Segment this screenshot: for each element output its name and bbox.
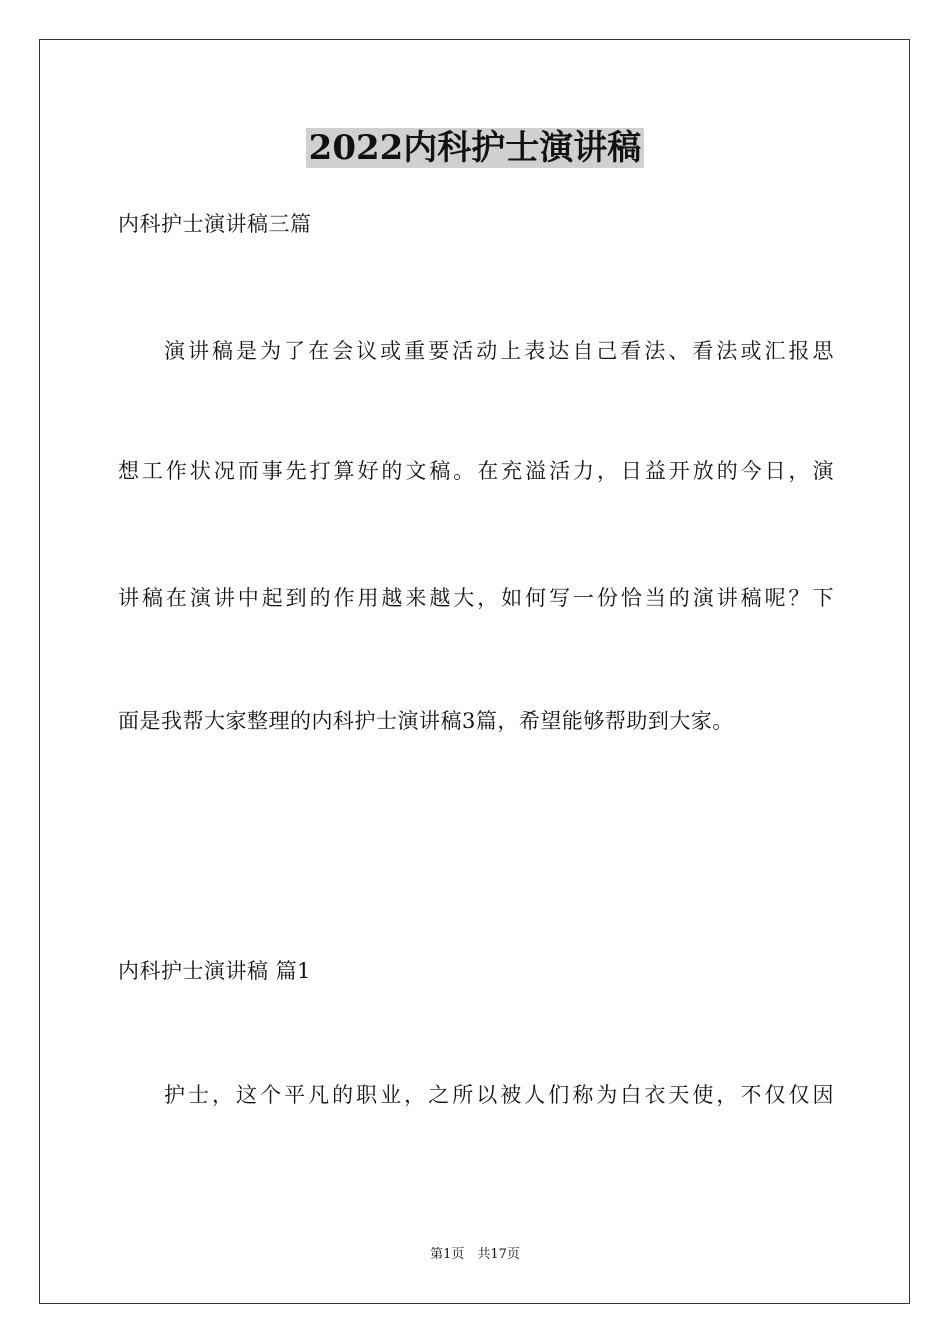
document-subtitle: 内科护士演讲稿三篇 bbox=[118, 212, 312, 236]
section-heading: 内科护士演讲稿 篇1 bbox=[118, 959, 312, 983]
intro-line-1: 演讲稿是为了在会议或重要活动上表达自己看法、看法或汇报思 bbox=[164, 339, 834, 363]
intro-line-4: 面是我帮大家整理的内科护士演讲稿3篇，希望能够帮助到大家。 bbox=[118, 709, 734, 733]
document-title bbox=[0, 126, 950, 170]
section-paragraph-line-1: 护士，这个平凡的职业，之所以被人们称为白衣天使，不仅仅因 bbox=[164, 1083, 834, 1107]
intro-line-2: 想工作状况而事先打算好的文稿。在充溢活力，日益开放的今日，演 bbox=[118, 459, 834, 483]
document-title-text: 2022内科护士演讲稿 bbox=[306, 128, 645, 168]
page-footer: 第1页 共17页 bbox=[430, 1247, 520, 1262]
intro-line-3: 讲稿在演讲中起到的作用越来越大，如何写一份恰当的演讲稿呢？下 bbox=[118, 586, 834, 610]
